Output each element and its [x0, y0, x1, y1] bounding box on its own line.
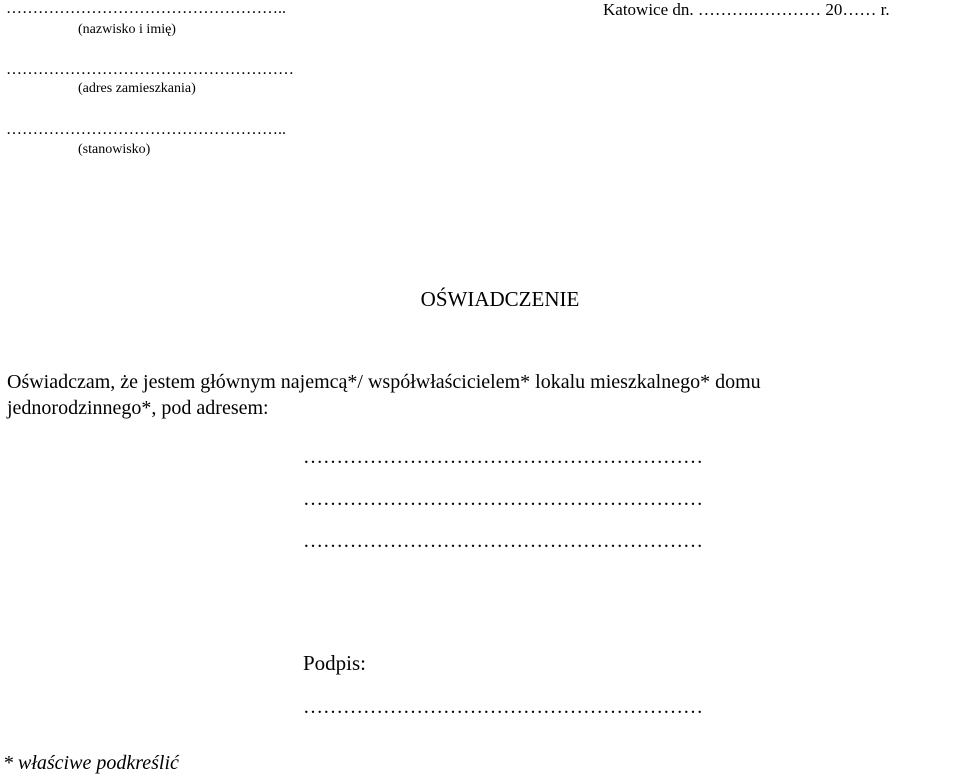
declaration-line-1: Oświadczam, że jestem głównym najemcą*/ współwłaścicielem* lokalu mieszkalnego* domu [7, 371, 761, 393]
footnote: * właściwe podkreślić [3, 752, 179, 774]
declaration-line-2: jednorodzinnego*, pod adresem: [7, 397, 269, 419]
address-fill-line: ……………………………………………… [6, 61, 294, 78]
document-title: OŚWIADCZENIE [420, 287, 580, 311]
declaration-text [7, 369, 957, 421]
address-fill-line-3: …………………………………………………… [303, 530, 703, 552]
place-date: Katowice dn. ……….………… 20…… r. [603, 0, 890, 19]
name-caption: (nazwisko i imię) [78, 22, 176, 37]
signature-label: Podpis: [303, 651, 367, 675]
position-fill-line: …………………………………………….. [6, 121, 286, 138]
address-fill-line-1: …………………………………………………… [303, 446, 703, 468]
signature-fill-line: …………………………………………………… [303, 696, 703, 718]
name-fill-line: …………………………………………….. [6, 0, 286, 17]
address-caption: (adres zamieszkania) [78, 81, 196, 96]
position-caption: (stanowisko) [78, 142, 151, 157]
address-fill-line-2: …………………………………………………… [303, 488, 703, 510]
